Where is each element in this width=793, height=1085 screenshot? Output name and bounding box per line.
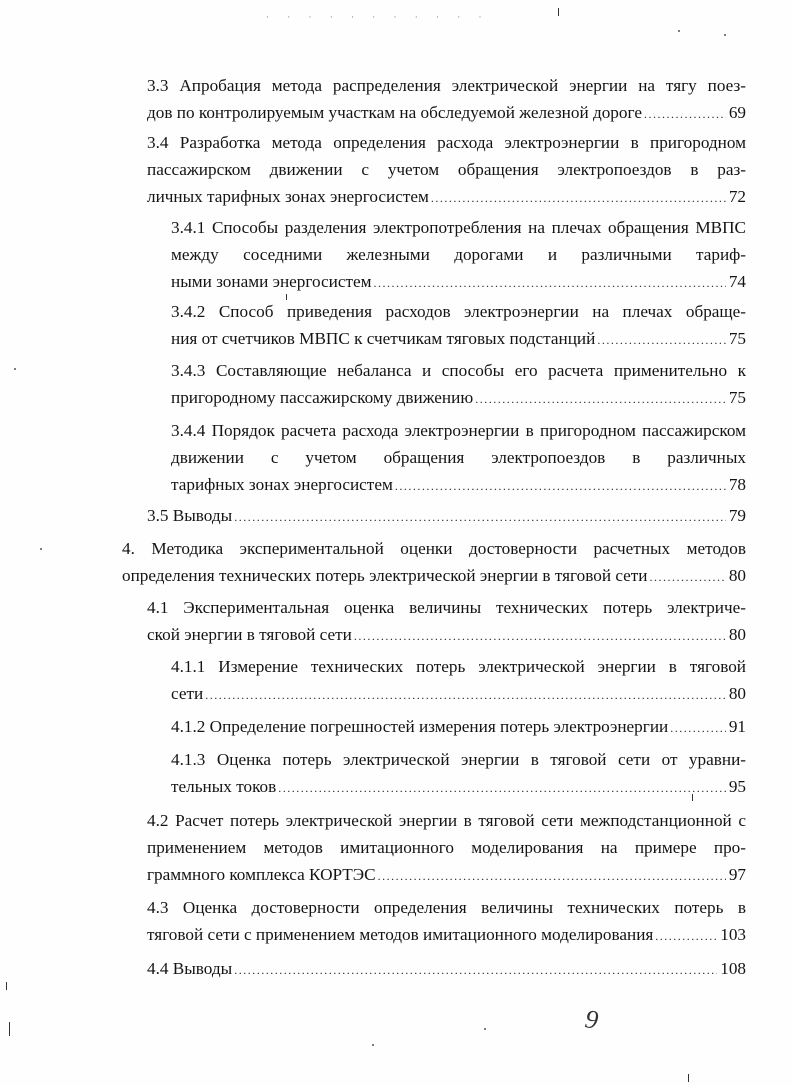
toc-entry-last-line [147, 99, 746, 128]
toc-entry-3-3[interactable] [147, 72, 746, 128]
toc-page-number: 95 [728, 777, 746, 796]
toc-entry-3-4-1[interactable] [171, 214, 746, 297]
toc-entry-4-1[interactable] [147, 594, 746, 650]
toc-entry-text: 4.1.3 Оценка потерь электрической энергии в тяговой сети от уравни- [171, 750, 746, 769]
toc-entry-last-line [171, 713, 746, 742]
toc-entry-title-end: ными зонами энергосистем [171, 272, 372, 291]
toc-entry-title-end: тяговой сети с применением методов имитационного моделирования [147, 925, 654, 944]
toc-entry-title-end: определения технических потерь электрической энергии в тяговой сети [122, 566, 648, 585]
toc-entry-last-line [122, 562, 746, 591]
toc-entry-title-end: дов по контролируемым участкам на обследуемой железной дороге [147, 103, 642, 122]
toc-entry-4-1-1[interactable] [171, 653, 746, 709]
toc-entry-text: 4.1 Экспериментальная оценка величины технических потерь электриче- [147, 598, 746, 617]
toc-entry-text: 4.1.1 Измерение технических потерь электрической энергии в тяговой [171, 657, 746, 676]
toc-leader-dots [378, 863, 726, 890]
toc-entry-text: 4. Методика экспериментальной оценки достоверности расчетных методов [122, 539, 746, 558]
toc-entry-title-end: ской энергии в тяговой сети [147, 625, 352, 644]
toc-entry-title: 3.5 Выводы [147, 506, 233, 525]
scan-artifact [558, 8, 559, 16]
toc-entry-title-end: ния от счетчиков МВПС к счетчикам тяговых подстанций [171, 329, 596, 348]
toc-page-number: 75 [728, 329, 746, 348]
scan-artifact [372, 1044, 374, 1046]
toc-leader-dots [395, 473, 726, 500]
toc-entry-last-line [171, 471, 746, 500]
toc-entry-last-line [171, 384, 746, 413]
toc-entry-last-line [171, 680, 746, 709]
toc-entry-text: 3.4.3 Составляющие небаланса и способы его расчета применительно к [171, 361, 746, 380]
toc-entry-last-line [171, 773, 746, 802]
toc-leader-dots [597, 327, 726, 354]
toc-entry-3-4-4[interactable] [171, 417, 746, 500]
toc-leader-dots [354, 623, 726, 650]
toc-entry-title-end: граммного комплекса КОРТЭС [147, 865, 376, 884]
toc-page-number: 91 [728, 717, 746, 736]
toc-leader-dots [650, 564, 726, 591]
scan-artifact [692, 794, 693, 801]
toc-entry-4-4[interactable] [147, 955, 746, 984]
scan-artifact [724, 34, 726, 36]
toc-page-number: 72 [728, 187, 746, 206]
toc-page-number: 80 [728, 684, 746, 703]
toc-page-number: 103 [720, 925, 746, 944]
toc-entry-4-1-2[interactable] [171, 713, 746, 742]
toc-entry-last-line [147, 955, 746, 984]
toc-page-number: 80 [728, 566, 746, 585]
toc-leader-dots [475, 386, 726, 413]
toc-leader-dots [431, 185, 726, 212]
toc-entry-title-end: тарифных зонах энергосистем [171, 475, 393, 494]
toc-leader-dots [234, 957, 717, 984]
toc-entry-title: 4.1.2 Определение погрешностей измерения потерь электроэнергии [171, 717, 669, 736]
toc-entry-4-3[interactable] [147, 894, 746, 950]
toc-entry-text: 3.4.4 Порядок расчета расхода электроэнергии в пригородном пассажирском движении с учетом обращения электропоездов в различных [171, 421, 746, 467]
toc-leader-dots [644, 101, 726, 128]
toc-page-number: 80 [728, 625, 746, 644]
toc-entry-last-line [147, 502, 746, 531]
toc-entry-3-4[interactable] [147, 129, 746, 212]
toc-leader-dots [374, 270, 726, 297]
toc-entry-text: 3.4.1 Способы разделения электропотребления на плечах обращения МВПС между соседними железными дорогами и различными тариф- [171, 218, 746, 264]
toc-page-number: 97 [728, 865, 746, 884]
toc-leader-dots [234, 504, 726, 531]
toc-page-number: 69 [728, 103, 746, 122]
toc-entry-last-line [147, 861, 746, 890]
scan-artifact [40, 548, 42, 550]
toc-entry-title-end: сети [171, 684, 204, 703]
scan-artifact [678, 30, 680, 32]
toc-entry-3-5[interactable] [147, 502, 746, 531]
toc-page-number: 75 [728, 388, 746, 407]
scan-artifact [484, 1028, 486, 1030]
toc-entry-text: 3.4.2 Способ приведения расходов электроэнергии на плечах обраще- [171, 302, 746, 321]
toc-page-number: 74 [728, 272, 746, 291]
scan-top-marks: · · · · · · · · · · · [266, 12, 490, 22]
toc-leader-dots [670, 715, 726, 742]
toc-entry-last-line [171, 268, 746, 297]
toc-entry-4-2[interactable] [147, 807, 746, 890]
toc-page-number: 78 [728, 475, 746, 494]
toc-entry-3-4-2[interactable] [171, 298, 746, 354]
handwritten-page-number: 9 [583, 1004, 601, 1035]
toc-leader-dots [278, 775, 726, 802]
toc-entry-text: 3.3 Апробация метода распределения электрической энергии на тягу поез- [147, 76, 746, 95]
toc-page-number: 79 [728, 506, 746, 525]
toc-leader-dots [655, 923, 717, 950]
toc-page-number: 108 [720, 959, 746, 978]
toc-entry-last-line [147, 921, 746, 950]
scan-artifact [688, 1074, 689, 1082]
toc-entry-title: 4.4 Выводы [147, 959, 233, 978]
scan-artifact [286, 294, 287, 300]
toc-entry-text: 4.2 Расчет потерь электрической энергии в тяговой сети межподстанционной с применением методов имитационного моделирования на примере про- [147, 811, 746, 857]
toc-leader-dots [205, 682, 726, 709]
toc-entry-last-line [171, 325, 746, 354]
toc-entry-4[interactable] [122, 535, 746, 591]
toc-entry-title-end: тельных токов [171, 777, 277, 796]
scan-artifact [6, 982, 7, 990]
toc-entry-text: 4.3 Оценка достоверности определения величины технических потерь в [147, 898, 746, 917]
toc-entry-last-line [147, 621, 746, 650]
toc-entry-title-end: пригородному пассажирскому движению [171, 388, 474, 407]
toc-entry-last-line [147, 183, 746, 212]
scan-artifact [14, 368, 16, 370]
scan-artifact [9, 1022, 10, 1036]
toc-entry-4-1-3[interactable] [171, 746, 746, 802]
toc-entry-text: 3.4 Разработка метода определения расхода электроэнергии в пригородном пассажирском движении с учетом обращения электропоездов в раз- [147, 133, 746, 179]
toc-entry-3-4-3[interactable] [171, 357, 746, 413]
toc-entry-title-end: личных тарифных зонах энергосистем [147, 187, 429, 206]
